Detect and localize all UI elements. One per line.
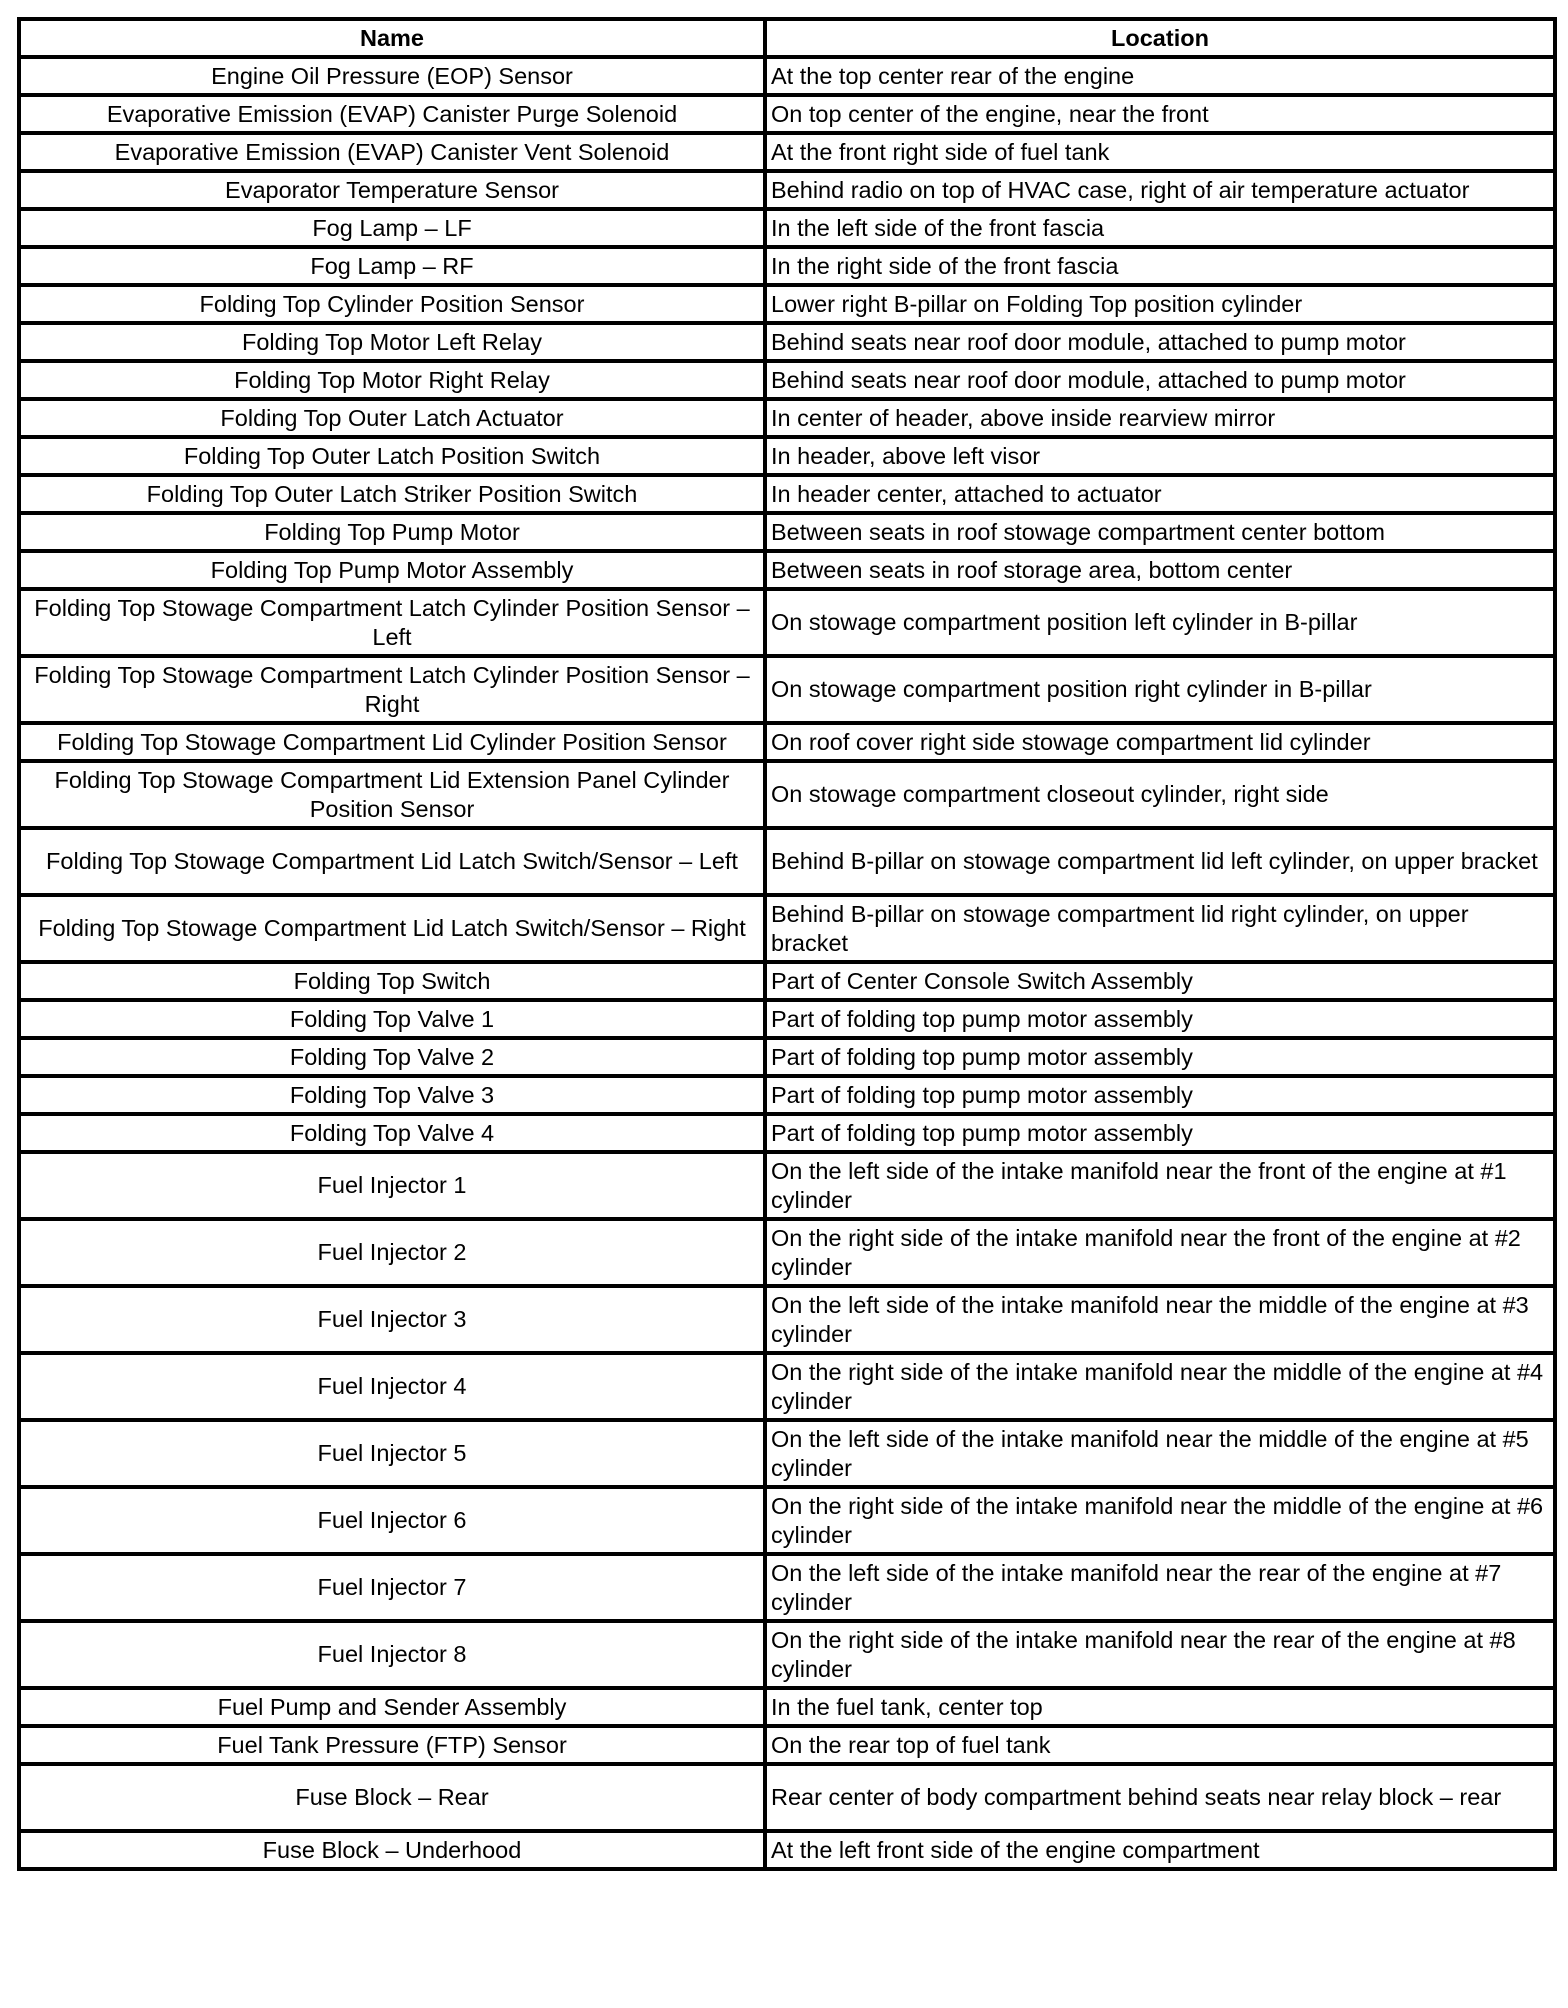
- table-row: [19, 171, 1555, 209]
- component-name-cell: Folding Top Valve 3: [19, 1076, 765, 1114]
- component-location-cell: On the left side of the intake manifold near the middle of the engine at #3 cylinder: [765, 1286, 1555, 1353]
- component-name-cell: Fog Lamp – LF: [19, 209, 765, 247]
- table-row: [19, 57, 1555, 95]
- table-header-row: [19, 19, 1555, 57]
- table-body: [19, 57, 1555, 1869]
- component-location-cell: On stowage compartment closeout cylinder, right side: [765, 761, 1555, 828]
- table-row: [19, 761, 1555, 828]
- component-location-cell: In header center, attached to actuator: [765, 475, 1555, 513]
- table-row: [19, 1726, 1555, 1764]
- component-name-cell: Fuel Injector 6: [19, 1487, 765, 1554]
- table-row: [19, 209, 1555, 247]
- component-location-cell: On stowage compartment position left cylinder in B-pillar: [765, 589, 1555, 656]
- component-name-cell: Folding Top Pump Motor: [19, 513, 765, 551]
- component-name-cell: Folding Top Outer Latch Position Switch: [19, 437, 765, 475]
- component-name-cell: Folding Top Cylinder Position Sensor: [19, 285, 765, 323]
- table-row: [19, 1000, 1555, 1038]
- component-location-cell: On the left side of the intake manifold near the rear of the engine at #7 cylinder: [765, 1554, 1555, 1621]
- component-name-cell: Fuse Block – Underhood: [19, 1831, 765, 1869]
- component-location-cell: In the right side of the front fascia: [765, 247, 1555, 285]
- component-name-cell: Fuel Injector 2: [19, 1219, 765, 1286]
- component-name-cell: Folding Top Stowage Compartment Lid Cylinder Position Sensor: [19, 723, 765, 761]
- component-name-cell: Folding Top Stowage Compartment Lid Extension Panel Cylinder Position Sensor: [19, 761, 765, 828]
- component-name-cell: Fuel Tank Pressure (FTP) Sensor: [19, 1726, 765, 1764]
- component-location-cell: On the right side of the intake manifold near the rear of the engine at #8 cylinder: [765, 1621, 1555, 1688]
- component-location-cell: Part of folding top pump motor assembly: [765, 1114, 1555, 1152]
- component-name-cell: Folding Top Valve 2: [19, 1038, 765, 1076]
- table-row: [19, 1152, 1555, 1219]
- component-location-cell: On roof cover right side stowage compartment lid cylinder: [765, 723, 1555, 761]
- component-location-cell: On top center of the engine, near the front: [765, 95, 1555, 133]
- table-row: [19, 437, 1555, 475]
- table-row: [19, 323, 1555, 361]
- column-header-name: Name: [19, 19, 765, 57]
- table-row: [19, 1554, 1555, 1621]
- table-row: [19, 513, 1555, 551]
- component-name-cell: Folding Top Switch: [19, 962, 765, 1000]
- table-row: [19, 133, 1555, 171]
- table-row: [19, 1688, 1555, 1726]
- component-name-cell: Folding Top Stowage Compartment Lid Latch Switch/Sensor – Right: [19, 895, 765, 962]
- table-row: [19, 1286, 1555, 1353]
- component-location-cell: On the rear top of fuel tank: [765, 1726, 1555, 1764]
- table-row: [19, 656, 1555, 723]
- component-name-cell: Fuel Injector 7: [19, 1554, 765, 1621]
- component-location-cell: Rear center of body compartment behind seats near relay block – rear: [765, 1764, 1555, 1831]
- component-name-cell: Fuse Block – Rear: [19, 1764, 765, 1831]
- component-name-cell: Folding Top Pump Motor Assembly: [19, 551, 765, 589]
- component-location-cell: In the left side of the front fascia: [765, 209, 1555, 247]
- component-location-cell: Behind seats near roof door module, attached to pump motor: [765, 323, 1555, 361]
- component-name-cell: Folding Top Outer Latch Actuator: [19, 399, 765, 437]
- component-name-cell: Folding Top Motor Right Relay: [19, 361, 765, 399]
- table-row: [19, 1831, 1555, 1869]
- component-name-cell: Folding Top Stowage Compartment Lid Latch Switch/Sensor – Left: [19, 828, 765, 895]
- table-row: [19, 1764, 1555, 1831]
- component-name-cell: Fuel Injector 8: [19, 1621, 765, 1688]
- component-name-cell: Folding Top Valve 4: [19, 1114, 765, 1152]
- table-row: [19, 723, 1555, 761]
- table-row: [19, 828, 1555, 895]
- component-name-cell: Fog Lamp – RF: [19, 247, 765, 285]
- table-row: [19, 895, 1555, 962]
- component-location-cell: In center of header, above inside rearview mirror: [765, 399, 1555, 437]
- column-header-location: Location: [765, 19, 1555, 57]
- component-location-cell: Between seats in roof storage area, bottom center: [765, 551, 1555, 589]
- component-name-cell: Evaporator Temperature Sensor: [19, 171, 765, 209]
- component-location-cell: Behind radio on top of HVAC case, right of air temperature actuator: [765, 171, 1555, 209]
- table-row: [19, 1353, 1555, 1420]
- table-row: [19, 1487, 1555, 1554]
- table-row: [19, 475, 1555, 513]
- table-row: [19, 1114, 1555, 1152]
- component-location-cell: On the left side of the intake manifold near the front of the engine at #1 cylinder: [765, 1152, 1555, 1219]
- component-location-cell: Part of folding top pump motor assembly: [765, 1038, 1555, 1076]
- component-name-cell: Folding Top Outer Latch Striker Position Switch: [19, 475, 765, 513]
- component-name-cell: Folding Top Valve 1: [19, 1000, 765, 1038]
- component-location-cell: On stowage compartment position right cylinder in B-pillar: [765, 656, 1555, 723]
- component-location-cell: Behind seats near roof door module, attached to pump motor: [765, 361, 1555, 399]
- table-row: [19, 361, 1555, 399]
- component-location-cell: On the right side of the intake manifold near the middle of the engine at #4 cylinder: [765, 1353, 1555, 1420]
- table-row: [19, 1076, 1555, 1114]
- component-location-cell: Lower right B-pillar on Folding Top position cylinder: [765, 285, 1555, 323]
- table-row: [19, 589, 1555, 656]
- component-locator-table: [17, 17, 1557, 1871]
- component-name-cell: Fuel Injector 1: [19, 1152, 765, 1219]
- table-row: [19, 551, 1555, 589]
- table-row: [19, 285, 1555, 323]
- component-location-cell: At the front right side of fuel tank: [765, 133, 1555, 171]
- component-location-cell: In header, above left visor: [765, 437, 1555, 475]
- component-location-cell: At the top center rear of the engine: [765, 57, 1555, 95]
- component-location-cell: Part of Center Console Switch Assembly: [765, 962, 1555, 1000]
- table-row: [19, 1420, 1555, 1487]
- component-location-cell: Behind B-pillar on stowage compartment lid right cylinder, on upper bracket: [765, 895, 1555, 962]
- component-name-cell: Folding Top Stowage Compartment Latch Cylinder Position Sensor – Right: [19, 656, 765, 723]
- component-location-cell: Behind B-pillar on stowage compartment lid left cylinder, on upper bracket: [765, 828, 1555, 895]
- component-name-cell: Fuel Pump and Sender Assembly: [19, 1688, 765, 1726]
- component-location-cell: On the left side of the intake manifold near the middle of the engine at #5 cylinder: [765, 1420, 1555, 1487]
- component-location-cell: On the right side of the intake manifold near the middle of the engine at #6 cylinder: [765, 1487, 1555, 1554]
- component-location-cell: Part of folding top pump motor assembly: [765, 1076, 1555, 1114]
- component-name-cell: Fuel Injector 4: [19, 1353, 765, 1420]
- component-location-cell: Between seats in roof stowage compartment center bottom: [765, 513, 1555, 551]
- component-location-cell: In the fuel tank, center top: [765, 1688, 1555, 1726]
- component-name-cell: Fuel Injector 3: [19, 1286, 765, 1353]
- table-row: [19, 1621, 1555, 1688]
- table-row: [19, 247, 1555, 285]
- component-name-cell: Folding Top Stowage Compartment Latch Cylinder Position Sensor – Left: [19, 589, 765, 656]
- table-row: [19, 399, 1555, 437]
- table-row: [19, 1219, 1555, 1286]
- component-name-cell: Folding Top Motor Left Relay: [19, 323, 765, 361]
- component-location-cell: Part of folding top pump motor assembly: [765, 1000, 1555, 1038]
- component-name-cell: Engine Oil Pressure (EOP) Sensor: [19, 57, 765, 95]
- table-row: [19, 95, 1555, 133]
- table-row: [19, 1038, 1555, 1076]
- component-name-cell: Fuel Injector 5: [19, 1420, 765, 1487]
- component-name-cell: Evaporative Emission (EVAP) Canister Vent Solenoid: [19, 133, 765, 171]
- component-name-cell: Evaporative Emission (EVAP) Canister Purge Solenoid: [19, 95, 765, 133]
- component-location-cell: At the left front side of the engine compartment: [765, 1831, 1555, 1869]
- component-location-cell: On the right side of the intake manifold near the front of the engine at #2 cylinder: [765, 1219, 1555, 1286]
- component-locator-table-wrapper: [17, 17, 1553, 1871]
- table-row: [19, 962, 1555, 1000]
